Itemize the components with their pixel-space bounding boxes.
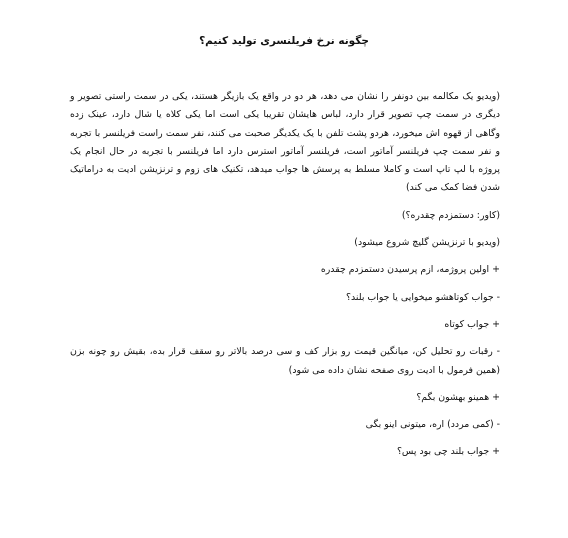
intro-paragraph: (ویدیو یک مکالمه بین دونفر را نشان می دهد، هر دو در واقع یک بازیگر هستند، یکی در سمت راستی تصویر و دیگری در سمت چپ تصویر قرار دارد، لباس هایشان تقریبا یکی است اما یکی کلاه یا شال دارد، عینک زده وگاهی از قهوه اش میخورد، هردو پشت تلفن با یک یکدیگر صحبت می کنند، نفر سمت راست فریلنسر با تجربه و نفر سمت چپ فریلنسر آماتور است، فریلنسر آماتور استرس دارد اما فریلنسر با تجربه در حال انجام یک پروژه با لپ تاپ است و کاملا مسلط به پرسش ها جواب میدهد، تکنیک های زوم و ترنزیشن ادیت به دراماتیک شدن فضا کمک می کند) bbox=[70, 91, 500, 194]
cover-note-paragraph: (کاور: دستمزدم چقدره؟) bbox=[401, 209, 500, 221]
document-title: چگونه نرخ فریلنسری تولید کنیم؟ bbox=[199, 35, 369, 47]
dialogue-line: - رقبات رو تحلیل کن، میانگین قیمت رو بزار کف و سی درصد بالاتر رو سقف قرار بده، بقیش رو چونه بزن (همین فرمول با ادیت روی صفحه نشان داده می شود) bbox=[70, 346, 500, 376]
dialogue-line: + جواب بلند چی بود پس؟ bbox=[396, 446, 500, 458]
dialogue-line: - جواب کوتاهشو میخوایی یا جواب بلند؟ bbox=[345, 291, 500, 303]
dialogue-line: + اولین پروژمه، ازم پرسیدن دستمزدم چقدره bbox=[320, 264, 500, 276]
document-body bbox=[70, 88, 500, 462]
transition-note-paragraph: (ویدیو با ترنزیشن گلیچ شروع میشود) bbox=[354, 237, 500, 249]
dialogue-line: + جواب کوتاه bbox=[444, 318, 500, 330]
dialogue-line: - (کمی مردد) اره، میتونی اینو بگی bbox=[365, 419, 500, 431]
dialogue-line: + همینو بهشون بگم؟ bbox=[416, 391, 500, 403]
